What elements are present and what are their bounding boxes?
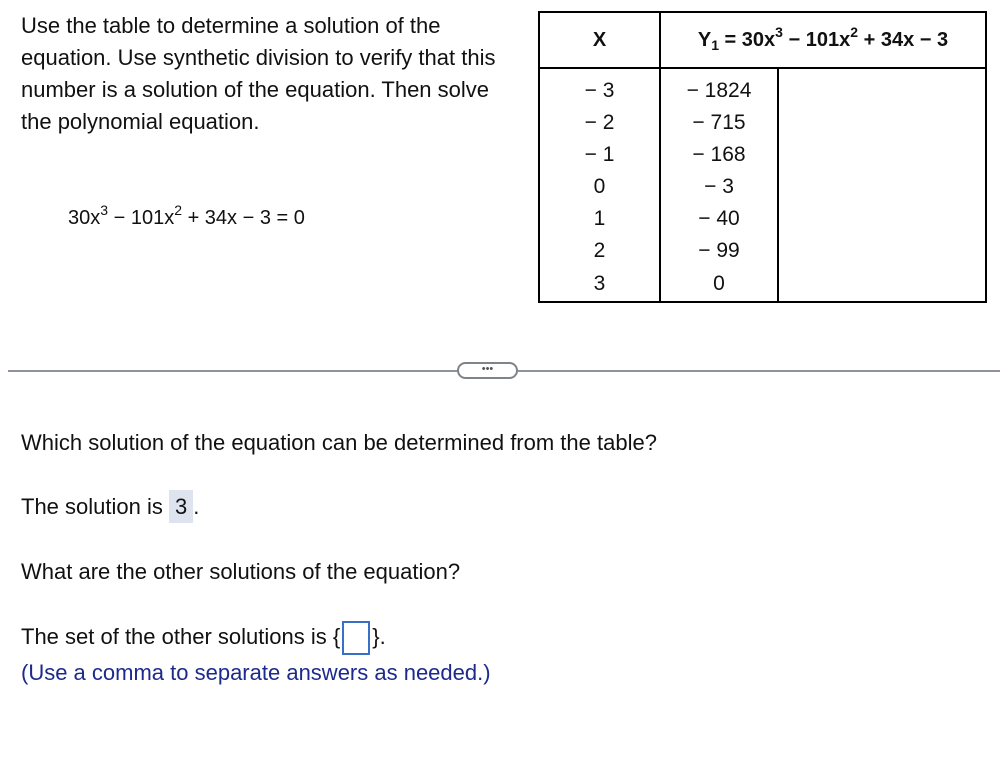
answer-1-label: The solution is	[21, 494, 169, 519]
answer-1-value[interactable]: 3	[169, 490, 193, 523]
y-value: − 99	[660, 235, 778, 267]
empty-cell	[778, 107, 986, 139]
table-row	[539, 235, 986, 267]
eq-term: 30x	[68, 207, 101, 229]
open-brace: {	[332, 624, 341, 649]
y-value: − 1824	[660, 68, 778, 107]
answer-2-label: The set of the other solutions is	[21, 624, 333, 649]
y-value: 0	[660, 267, 778, 302]
answer-2-input[interactable]	[342, 621, 370, 655]
eq-exp: 3	[100, 202, 109, 218]
table-row	[539, 68, 986, 107]
x-value: − 1	[539, 139, 660, 171]
hint-text: (Use a comma to separate answers as needed.)	[21, 660, 491, 685]
instructions: Use the table to determine a solution of the equation. Use synthetic division to verify that this number is a solution of the equation. Then solve the polynomial equation.	[21, 13, 496, 134]
y-value: − 40	[660, 203, 778, 235]
values-table	[538, 11, 987, 303]
question-1: Which solution of the equation can be determined from the table?	[21, 430, 657, 455]
answer-1	[21, 491, 199, 523]
table-row	[539, 267, 986, 302]
empty-cell	[778, 139, 986, 171]
period: .	[379, 624, 386, 649]
period: .	[193, 494, 200, 519]
y-value: − 715	[660, 107, 778, 139]
table-row	[539, 203, 986, 235]
y-header: $Y_1 = 30x^3 - 101x^2 + 34x - 3$	[660, 12, 986, 68]
table-row	[539, 171, 986, 203]
table-row	[539, 139, 986, 171]
x-value: 3	[539, 267, 660, 302]
eq-term: − 101x	[108, 207, 175, 229]
x-value: − 2	[539, 107, 660, 139]
x-header: X	[539, 12, 660, 68]
y-value: − 3	[660, 171, 778, 203]
close-brace: }	[372, 624, 380, 649]
equation	[68, 202, 305, 230]
answer-2	[21, 621, 386, 655]
x-value: − 3	[539, 68, 660, 107]
empty-cell	[778, 171, 986, 203]
x-value: 2	[539, 235, 660, 267]
table-row	[539, 107, 986, 139]
eq-exp: 2	[174, 202, 183, 218]
more-button[interactable]: •••	[457, 362, 518, 379]
empty-cell	[778, 235, 986, 267]
x-value: 1	[539, 203, 660, 235]
empty-cell	[778, 203, 986, 235]
y-value: − 168	[660, 139, 778, 171]
x-value: 0	[539, 171, 660, 203]
question-2: What are the other solutions of the equation?	[21, 559, 461, 584]
eq-term: + 34x − 3 = 0	[182, 207, 305, 229]
empty-cell	[778, 68, 986, 107]
empty-cell	[778, 267, 986, 302]
